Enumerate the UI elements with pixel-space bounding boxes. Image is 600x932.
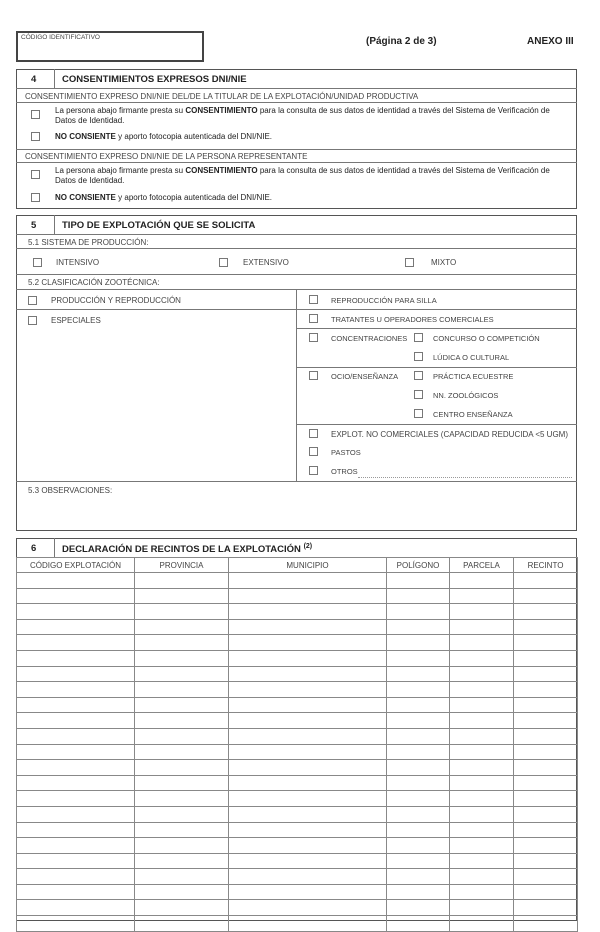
table-row	[17, 635, 578, 651]
consent-titular-checkbox[interactable]	[31, 110, 40, 119]
table-cell[interactable]	[514, 744, 578, 760]
zoologicos-label: NN. ZOOLÓGICOS	[433, 391, 499, 400]
table-cell[interactable]	[229, 650, 387, 666]
col-provincia: PROVINCIA	[135, 558, 229, 573]
table-row	[17, 791, 578, 807]
table-cell[interactable]	[514, 650, 578, 666]
concentraciones-label: CONCENTRACIONES	[331, 334, 408, 343]
mixto-label: MIXTO	[431, 258, 457, 267]
table-cell[interactable]	[387, 697, 450, 713]
table-cell[interactable]	[387, 728, 450, 744]
consent-titular-text: La persona abajo firmante presta su CONSENTIMIENTO para la consulta de sus datos de identidad a través del Sistema de Verificación de Datos de Identidad.	[55, 106, 550, 125]
section-4-number: 4	[31, 74, 37, 85]
table-cell[interactable]	[514, 760, 578, 776]
practica-ecuestre-label: PRÁCTICA ECUESTRE	[433, 372, 514, 381]
otros-input-line[interactable]	[358, 477, 572, 478]
table-row	[17, 838, 578, 854]
practica-ecuestre-checkbox[interactable]	[414, 371, 423, 380]
section-6-title: DECLARACIÓN DE RECINTOS DE LA EXPLOTACIÓN $^{(2)}$	[62, 543, 313, 556]
table-cell[interactable]	[229, 775, 387, 791]
table-cell[interactable]	[387, 573, 450, 589]
pastos-label: PASTOS	[331, 448, 361, 457]
table-cell[interactable]	[387, 604, 450, 620]
table-cell[interactable]	[229, 806, 387, 822]
table-row	[17, 682, 578, 698]
col-codigo-explotacion: CÓDIGO EXPLOTACIÓN	[17, 558, 135, 573]
table-cell[interactable]	[135, 588, 229, 604]
table-cell[interactable]	[229, 573, 387, 589]
table-row	[17, 853, 578, 869]
table-cell[interactable]	[450, 666, 514, 682]
table-cell[interactable]	[514, 573, 578, 589]
explot-no-comerciales-checkbox[interactable]	[309, 429, 318, 438]
centro-ensenanza-checkbox[interactable]	[414, 409, 423, 418]
table-cell[interactable]	[514, 713, 578, 729]
table-cell[interactable]	[450, 900, 514, 916]
table-cell[interactable]	[450, 853, 514, 869]
table-cell[interactable]	[450, 619, 514, 635]
table-row	[17, 775, 578, 791]
table-cell[interactable]	[387, 588, 450, 604]
table-cell[interactable]	[229, 744, 387, 760]
table-cell[interactable]	[135, 697, 229, 713]
table-cell[interactable]	[135, 666, 229, 682]
table-cell[interactable]	[17, 728, 135, 744]
table-cell[interactable]	[17, 791, 135, 807]
col-municipio: MUNICIPIO	[229, 558, 387, 573]
consent-titular-label: CONSENTIMIENTO EXPRESO DNI/NIE DEL/DE LA TITULAR DE LA EXPLOTACIÓN/UNIDAD PRODUCTIVA	[25, 92, 419, 101]
table-cell[interactable]	[17, 573, 135, 589]
table-cell[interactable]	[17, 916, 135, 932]
observaciones-field[interactable]	[17, 496, 576, 530]
consent-representante-checkbox[interactable]	[31, 170, 40, 179]
table-row	[17, 573, 578, 589]
table-cell[interactable]	[17, 900, 135, 916]
table-cell[interactable]	[135, 791, 229, 807]
table-cell[interactable]	[514, 775, 578, 791]
concurso-label: CONCURSO O COMPETICIÓN	[433, 334, 540, 343]
table-cell[interactable]	[450, 588, 514, 604]
section-6-number: 6	[31, 543, 37, 554]
table-cell[interactable]	[229, 697, 387, 713]
table-row	[17, 604, 578, 620]
table-cell[interactable]	[17, 806, 135, 822]
table-cell[interactable]	[514, 697, 578, 713]
table-cell[interactable]	[229, 635, 387, 651]
especiales-checkbox[interactable]	[28, 316, 37, 325]
table-cell[interactable]	[514, 635, 578, 651]
intensivo-checkbox[interactable]	[33, 258, 42, 267]
table-cell[interactable]	[387, 838, 450, 854]
table-cell[interactable]	[17, 635, 135, 651]
table-cell[interactable]	[387, 760, 450, 776]
table-cell[interactable]	[229, 588, 387, 604]
table-cell[interactable]	[17, 682, 135, 698]
extensivo-checkbox[interactable]	[219, 258, 228, 267]
table-cell[interactable]	[387, 666, 450, 682]
table-cell[interactable]	[514, 682, 578, 698]
table-cell[interactable]	[514, 869, 578, 885]
ludica-label: LÚDICA O CULTURAL	[433, 353, 510, 362]
table-cell[interactable]	[450, 604, 514, 620]
produccion-reproduccion-checkbox[interactable]	[28, 296, 37, 305]
table-cell[interactable]	[387, 791, 450, 807]
table-cell[interactable]	[387, 682, 450, 698]
table-row	[17, 806, 578, 822]
table-cell[interactable]	[387, 650, 450, 666]
zoologicos-checkbox[interactable]	[414, 390, 423, 399]
table-cell[interactable]	[17, 697, 135, 713]
codigo-identificativo-label: CÓDIGO IDENTIFICATIVO	[21, 34, 100, 41]
section-4-title: CONSENTIMIENTOS EXPRESOS DNI/NIE	[62, 74, 247, 85]
concentraciones-checkbox[interactable]	[309, 333, 318, 342]
table-cell[interactable]	[135, 775, 229, 791]
concurso-checkbox[interactable]	[414, 333, 423, 342]
table-cell[interactable]	[450, 682, 514, 698]
table-cell[interactable]	[514, 884, 578, 900]
table-cell[interactable]	[229, 666, 387, 682]
table-cell[interactable]	[387, 869, 450, 885]
table-cell[interactable]	[135, 822, 229, 838]
table-row	[17, 822, 578, 838]
table-row	[17, 744, 578, 760]
centro-ensenanza-label: CENTRO ENSEÑANZA	[433, 410, 513, 419]
table-cell[interactable]	[450, 775, 514, 791]
col-parcela: PARCELA	[450, 558, 514, 573]
table-cell[interactable]	[229, 916, 387, 932]
table-cell[interactable]	[450, 728, 514, 744]
table-row	[17, 884, 578, 900]
table-cell[interactable]	[17, 884, 135, 900]
table-cell[interactable]	[17, 619, 135, 635]
table-cell[interactable]	[450, 916, 514, 932]
table-cell[interactable]	[514, 916, 578, 932]
table-cell[interactable]	[229, 791, 387, 807]
table-cell[interactable]	[514, 791, 578, 807]
table-cell[interactable]	[387, 806, 450, 822]
table-cell[interactable]	[514, 666, 578, 682]
table-cell[interactable]	[17, 650, 135, 666]
table-cell[interactable]	[135, 806, 229, 822]
table-cell[interactable]	[229, 604, 387, 620]
reproduccion-silla-checkbox[interactable]	[309, 295, 318, 304]
table-cell[interactable]	[135, 682, 229, 698]
table-row	[17, 697, 578, 713]
table-header-row	[17, 558, 578, 573]
table-cell[interactable]	[387, 884, 450, 900]
table-cell[interactable]	[450, 760, 514, 776]
table-cell[interactable]	[387, 713, 450, 729]
table-cell[interactable]	[135, 713, 229, 729]
table-cell[interactable]	[135, 869, 229, 885]
page-number: (Página 2 de 3)	[366, 36, 437, 47]
table-cell[interactable]	[450, 650, 514, 666]
table-cell[interactable]	[17, 869, 135, 885]
section-6-footnote-ref: (2)	[303, 543, 313, 550]
no-consent-titular-checkbox[interactable]	[31, 132, 40, 141]
table-cell[interactable]	[514, 900, 578, 916]
table-cell[interactable]	[135, 884, 229, 900]
explot-no-comerciales-label: EXPLOT. NO COMERCIALES (CAPACIDAD REDUCIDA <5 UGM)	[331, 430, 569, 439]
consent-representante-label: CONSENTIMIENTO EXPRESO DNI/NIE DE LA PERSONA REPRESENTANTE	[25, 152, 308, 161]
table-cell[interactable]	[135, 619, 229, 635]
table-cell[interactable]	[450, 573, 514, 589]
table-cell[interactable]	[450, 635, 514, 651]
table-row	[17, 650, 578, 666]
table-cell[interactable]	[135, 916, 229, 932]
ludica-checkbox[interactable]	[414, 352, 423, 361]
table-cell[interactable]	[135, 635, 229, 651]
table-cell[interactable]	[450, 822, 514, 838]
section-5-title: TIPO DE EXPLOTACIÓN QUE SE SOLICITA	[62, 220, 256, 231]
no-consent-representante-text: NO CONSIENTE y aporto fotocopia autenticada del DNI/NIE.	[55, 193, 273, 202]
table-cell[interactable]	[450, 869, 514, 885]
no-consent-representante-checkbox[interactable]	[31, 193, 40, 202]
table-cell[interactable]	[387, 900, 450, 916]
table-row	[17, 728, 578, 744]
table-cell[interactable]	[135, 900, 229, 916]
table-cell[interactable]	[229, 682, 387, 698]
recintos-table	[16, 557, 578, 932]
annex-label: ANEXO III	[527, 36, 574, 47]
tratantes-label: TRATANTES U OPERADORES COMERCIALES	[331, 315, 494, 324]
table-cell[interactable]	[135, 573, 229, 589]
col-poligono: POLÍGONO	[387, 558, 450, 573]
table-row	[17, 619, 578, 635]
especiales-label: ESPECIALES	[51, 316, 101, 325]
table-cell[interactable]	[135, 728, 229, 744]
table-row	[17, 900, 578, 916]
table-cell[interactable]	[450, 884, 514, 900]
table-cell[interactable]	[514, 604, 578, 620]
table-cell[interactable]	[387, 744, 450, 760]
table-cell[interactable]	[514, 822, 578, 838]
table-cell[interactable]	[17, 853, 135, 869]
produccion-reproduccion-label: PRODUCCIÓN Y REPRODUCCIÓN	[51, 296, 181, 305]
table-cell[interactable]	[17, 713, 135, 729]
ocio-ensenanza-label: OCIO/ENSEÑANZA	[331, 372, 399, 381]
extensivo-label: EXTENSIVO	[243, 258, 289, 267]
table-cell[interactable]	[17, 666, 135, 682]
table-row	[17, 760, 578, 776]
table-cell[interactable]	[387, 916, 450, 932]
table-row	[17, 869, 578, 885]
table-cell[interactable]	[17, 744, 135, 760]
table-row	[17, 666, 578, 682]
table-cell[interactable]	[450, 744, 514, 760]
table-cell[interactable]	[514, 853, 578, 869]
mixto-checkbox[interactable]	[405, 258, 414, 267]
table-cell[interactable]	[135, 760, 229, 776]
tratantes-checkbox[interactable]	[309, 314, 318, 323]
table-cell[interactable]	[229, 838, 387, 854]
table-cell[interactable]	[17, 822, 135, 838]
clasificacion-zootecnica-label: 5.2 CLASIFICACIÓN ZOOTÉCNICA:	[28, 278, 160, 287]
table-cell[interactable]	[450, 713, 514, 729]
consent-representante-text: La persona abajo firmante presta su CONSENTIMIENTO para la consulta de sus datos de identidad a través del Sistema de Verificación de Datos de Identidad.	[55, 166, 550, 185]
reproduccion-silla-label: REPRODUCCIÓN PARA SILLA	[331, 296, 437, 305]
table-cell[interactable]	[229, 760, 387, 776]
table-cell[interactable]	[387, 853, 450, 869]
table-cell[interactable]	[135, 604, 229, 620]
table-cell[interactable]	[387, 822, 450, 838]
table-cell[interactable]	[387, 775, 450, 791]
table-row	[17, 588, 578, 604]
table-cell[interactable]	[229, 869, 387, 885]
table-cell[interactable]	[450, 697, 514, 713]
table-cell[interactable]	[229, 853, 387, 869]
table-cell[interactable]	[17, 760, 135, 776]
table-cell[interactable]	[514, 838, 578, 854]
table-cell[interactable]	[514, 728, 578, 744]
table-cell[interactable]	[387, 635, 450, 651]
otros-label: OTROS	[331, 467, 358, 476]
table-cell[interactable]	[17, 775, 135, 791]
table-cell[interactable]	[450, 838, 514, 854]
table-cell[interactable]	[229, 619, 387, 635]
table-cell[interactable]	[135, 650, 229, 666]
table-cell[interactable]	[387, 619, 450, 635]
table-cell[interactable]	[514, 806, 578, 822]
table-cell[interactable]	[17, 588, 135, 604]
table-cell[interactable]	[17, 838, 135, 854]
table-row	[17, 916, 578, 932]
col-recinto: RECINTO	[514, 558, 578, 573]
table-cell[interactable]	[450, 791, 514, 807]
table-cell[interactable]	[229, 822, 387, 838]
section-5-number: 5	[31, 220, 37, 231]
table-cell[interactable]	[229, 884, 387, 900]
no-consent-titular-text: NO CONSIENTE y aporto fotocopia autenticada del DNI/NIE.	[55, 132, 273, 141]
table-row	[17, 713, 578, 729]
intensivo-label: INTENSIVO	[56, 258, 100, 267]
table-cell[interactable]	[450, 806, 514, 822]
table-cell[interactable]	[229, 900, 387, 916]
table-cell[interactable]	[135, 744, 229, 760]
table-cell[interactable]	[17, 604, 135, 620]
ocio-ensenanza-checkbox[interactable]	[309, 371, 318, 380]
otros-checkbox[interactable]	[309, 466, 318, 475]
table-cell[interactable]	[229, 728, 387, 744]
table-cell[interactable]	[514, 588, 578, 604]
table-cell[interactable]	[229, 713, 387, 729]
sistema-produccion-label: 5.1 SISTEMA DE PRODUCCIÓN:	[28, 238, 149, 247]
table-cell[interactable]	[135, 853, 229, 869]
observaciones-label: 5.3 OBSERVACIONES:	[28, 486, 113, 495]
pastos-checkbox[interactable]	[309, 447, 318, 456]
table-cell[interactable]	[514, 619, 578, 635]
table-cell[interactable]	[135, 838, 229, 854]
